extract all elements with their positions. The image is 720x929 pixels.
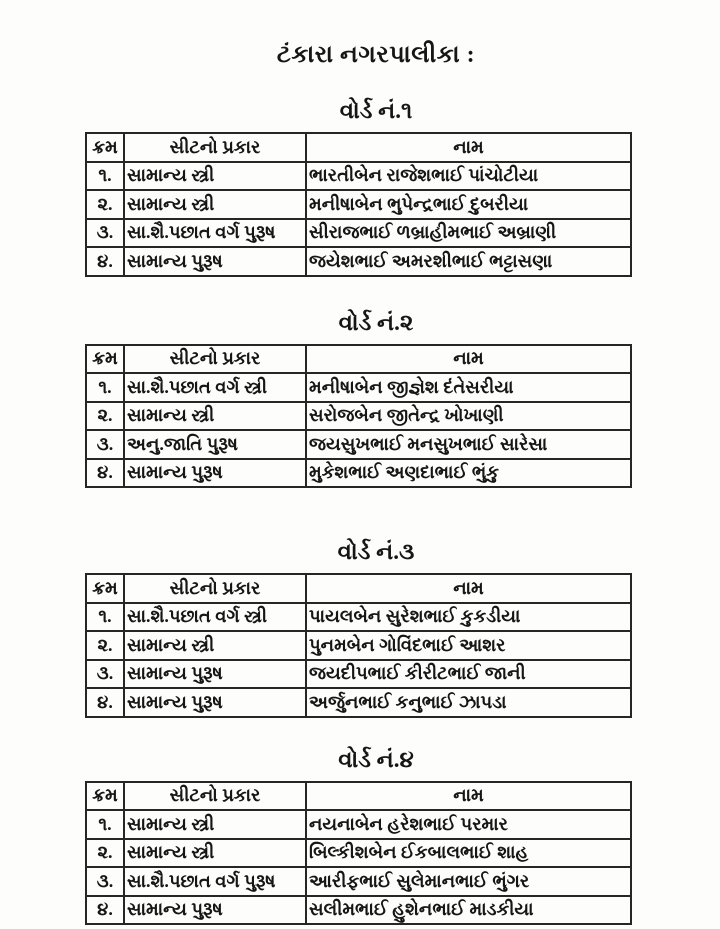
seat-type-cell: સામાન્ય સ્ત્રી [124,631,306,660]
table-row [86,402,631,431]
seat-type-cell: સા.શૈ.પછાત વર્ગ પુરૂષ [124,219,306,248]
ward-1-table [85,132,632,277]
ward-2-table [85,344,632,489]
seat-type-cell: સામાન્ય પુરૂષ [124,660,306,689]
serial-cell: ૨. [86,402,124,431]
column-header-serial: ક્રમ [86,574,124,603]
table-row [86,810,631,839]
seat-type-cell: સામાન્ય સ્ત્રી [124,402,306,431]
column-header-name: નામ [306,574,631,603]
ward-section-3 [0,538,720,718]
column-header-seat-type: સીટનો પ્રકાર [124,574,306,603]
ward-heading-1: વોર્ડ નં.૧ [339,98,413,123]
name-cell: અર્જુનભાઈ કનુભાઈ ઝાપડા [306,688,631,717]
ward-section-2 [0,309,720,489]
serial-cell: ૪. [86,896,124,925]
seat-type-cell: સામાન્ય સ્ત્રી [124,162,306,191]
table-row [86,688,631,717]
ward-4-table [85,781,632,926]
table-row [86,603,631,632]
table-row [86,373,631,402]
name-cell: આરીફભાઈ સુલેમાનભાઈ ભુંગર [306,867,631,896]
serial-cell: ૩. [86,660,124,689]
name-cell: જયસુખભાઈ મનસુખભાઈ સારેસા [306,430,631,459]
column-header-name: નામ [306,782,631,811]
name-cell: સલીમભાઈ હુશેનભાઈ માડકીયા [306,896,631,925]
ward-section-1 [0,97,720,277]
name-cell: મનીષાબેન ભુપેન્દ્રભાઈ દુબરીયા [306,190,631,219]
column-header-seat-type: સીટનો પ્રકાર [124,782,306,811]
table-row [86,867,631,896]
serial-cell: ૩. [86,430,124,459]
seat-type-cell: સામાન્ય સ્ત્રી [124,810,306,839]
table-row [86,219,631,248]
serial-cell: ૧. [86,810,124,839]
serial-cell: ૧. [86,603,124,632]
seat-type-cell: અનુ.જાતિ પુરૂષ [124,430,306,459]
serial-cell: ૧. [86,162,124,191]
name-cell: પાયલબેન સુરેશભાઈ કુકડીયા [306,603,631,632]
name-cell: ભારતીબેન રાજેશભાઈ પાંચોટીયા [306,162,631,191]
seat-type-cell: સામાન્ય પુરૂષ [124,688,306,717]
table-row [86,247,631,276]
seat-type-cell: સા.શૈ.પછાત વર્ગ પુરૂષ [124,867,306,896]
seat-type-cell: સામાન્ય પુરૂષ [124,459,306,488]
seat-type-cell: સા.શૈ.પછાત વર્ગ સ્ત્રી [124,603,306,632]
table-header-row [86,345,631,374]
seat-type-cell: સામાન્ય પુરૂષ [124,247,306,276]
serial-cell: ૪. [86,688,124,717]
name-cell: સીરાજભાઈ ળબ્રાહીમભાઈ અબ્રાણી [306,219,631,248]
ward-section-4 [0,746,720,926]
serial-cell: ૨. [86,190,124,219]
table-header-row [86,782,631,811]
table-row [86,430,631,459]
table-header-row [86,133,631,162]
serial-cell: ૨. [86,839,124,868]
serial-cell: ૪. [86,459,124,488]
table-row [86,631,631,660]
serial-cell: ૩. [86,219,124,248]
serial-cell: ૩. [86,867,124,896]
table-row [86,839,631,868]
column-header-name: નામ [306,345,631,374]
name-cell: નયનાબેન હરેશભાઈ પરમાર [306,810,631,839]
column-header-name: નામ [306,133,631,162]
column-header-serial: ક્રમ [86,133,124,162]
table-row [86,896,631,925]
table-header-row [86,574,631,603]
seat-type-cell: સામાન્ય સ્ત્રી [124,190,306,219]
name-cell: જયેશભાઈ અમરશીભાઈ ભટ્ટાસણા [306,247,631,276]
ward-heading-3: વોર્ડ નં.૩ [337,539,415,564]
name-cell: બિલ્કીશબેન ઈકબાલભાઈ શાહ [306,839,631,868]
name-cell: જયદીપભાઈ કીરીટભાઈ જાની [306,660,631,689]
name-cell: સરોજબેન જીતેન્દ્ર ખોખાણી [306,402,631,431]
column-header-seat-type: સીટનો પ્રકાર [124,133,306,162]
ward-heading-2: વોર્ડ નં.૨ [338,309,414,335]
table-row [86,660,631,689]
seat-type-cell: સામાન્ય પુરૂષ [124,896,306,925]
ward-heading-4: વોર્ડ નં.૪ [338,746,414,772]
column-header-seat-type: સીટનો પ્રકાર [124,345,306,374]
column-header-serial: ક્રમ [86,782,124,811]
ward-3-table [85,573,632,718]
table-row [86,190,631,219]
seat-type-cell: સા.શૈ.પછાત વર્ગ સ્ત્રી [124,373,306,402]
serial-cell: ૪. [86,247,124,276]
serial-cell: ૧. [86,373,124,402]
name-cell: મનીષાબેન જીજ્ઞેશ દંતેસરીયા [306,373,631,402]
serial-cell: ૨. [86,631,124,660]
document-title: ટંકારા નગરપાલીકા : [276,42,476,68]
table-row [86,162,631,191]
name-cell: મુકેશભાઈ અણદાભાઈ ભુંકુ [306,459,631,488]
column-header-serial: ક્રમ [86,345,124,374]
name-cell: પુનમબેન ગોવિંદભાઈ આશર [306,631,631,660]
table-row [86,459,631,488]
seat-type-cell: સામાન્ય સ્ત્રી [124,839,306,868]
